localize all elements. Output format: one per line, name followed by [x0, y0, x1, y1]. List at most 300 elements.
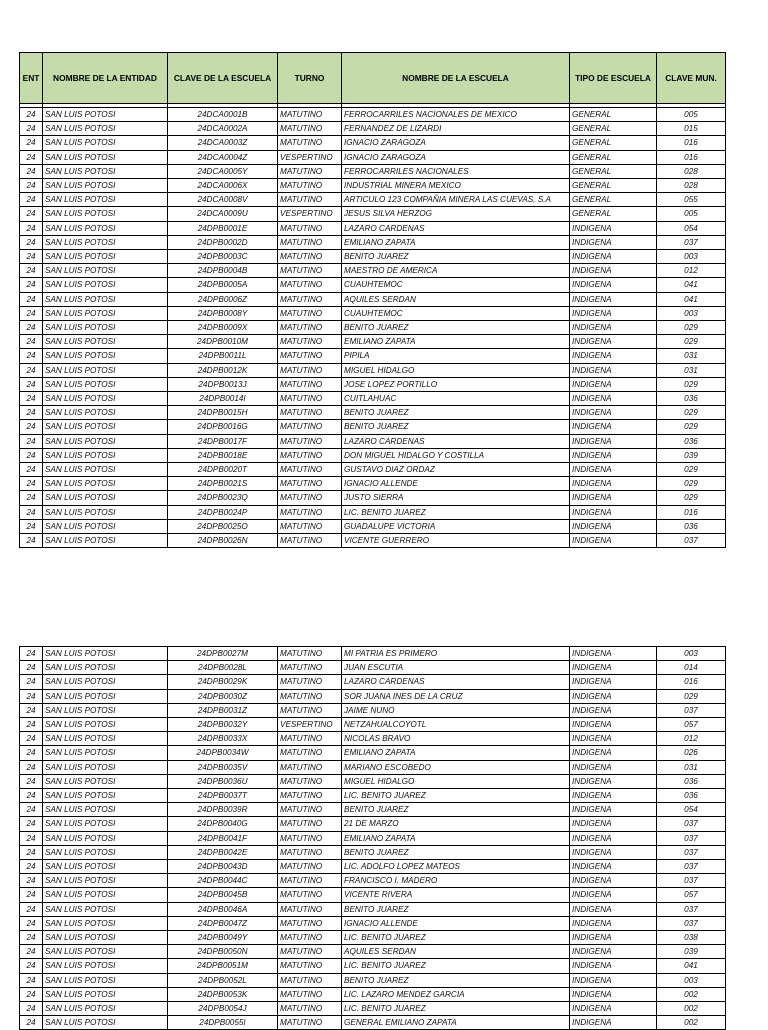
table-row — [20, 817, 726, 831]
cell-clave-mun: 037 — [657, 703, 726, 717]
cell-ent: 24 — [20, 150, 43, 164]
cell-entidad: SAN LUIS POTOSI — [43, 505, 168, 519]
cell-entidad: SAN LUIS POTOSI — [43, 1002, 168, 1016]
cell-tipo-escuela: INDIGENA — [570, 746, 657, 760]
cell-entidad: SAN LUIS POTOSI — [43, 136, 168, 150]
cell-clave-escuela: 24DPB0009X — [168, 321, 278, 335]
cell-ent: 24 — [20, 122, 43, 136]
cell-ent: 24 — [20, 292, 43, 306]
cell-ent: 24 — [20, 406, 43, 420]
cell-clave-mun: 003 — [657, 973, 726, 987]
cell-clave-mun: 036 — [657, 392, 726, 406]
cell-clave-escuela: 24DPB0015H — [168, 406, 278, 420]
cell-nombre-escuela: PIPILA — [342, 349, 570, 363]
cell-tipo-escuela: INDIGENA — [570, 916, 657, 930]
table-row — [20, 534, 726, 548]
table-row — [20, 718, 726, 732]
cell-entidad: SAN LUIS POTOSI — [43, 916, 168, 930]
table-row — [20, 164, 726, 178]
cell-clave-escuela: 24DPB0029K — [168, 675, 278, 689]
cell-turno: MATUTINO — [278, 349, 342, 363]
cell-clave-escuela: 24DPB0018E — [168, 448, 278, 462]
cell-clave-escuela: 24DPB0053K — [168, 987, 278, 1001]
cell-entidad: SAN LUIS POTOSI — [43, 448, 168, 462]
cell-entidad: SAN LUIS POTOSI — [43, 306, 168, 320]
cell-ent: 24 — [20, 888, 43, 902]
cell-clave-escuela: 24DPB0034W — [168, 746, 278, 760]
table-row — [20, 477, 726, 491]
cell-ent: 24 — [20, 377, 43, 391]
cell-nombre-escuela: EMILIANO ZAPATA — [342, 831, 570, 845]
cell-clave-escuela: 24DPB0033X — [168, 732, 278, 746]
cell-clave-escuela: 24DPB0041F — [168, 831, 278, 845]
cell-clave-mun: 002 — [657, 987, 726, 1001]
cell-ent: 24 — [20, 803, 43, 817]
cell-entidad: SAN LUIS POTOSI — [43, 321, 168, 335]
cell-tipo-escuela: INDIGENA — [570, 505, 657, 519]
cell-tipo-escuela: INDIGENA — [570, 534, 657, 548]
table-row — [20, 902, 726, 916]
cell-turno: MATUTINO — [278, 817, 342, 831]
cell-entidad: SAN LUIS POTOSI — [43, 434, 168, 448]
cell-turno: MATUTINO — [278, 916, 342, 930]
cell-nombre-escuela: VICENTE GUERRERO — [342, 534, 570, 548]
cell-clave-mun: 029 — [657, 463, 726, 477]
cell-turno: MATUTINO — [278, 250, 342, 264]
header-ent: ENT — [20, 53, 43, 104]
cell-entidad: SAN LUIS POTOSI — [43, 420, 168, 434]
cell-tipo-escuela: INDIGENA — [570, 732, 657, 746]
cell-tipo-escuela: INDIGENA — [570, 959, 657, 973]
cell-tipo-escuela: INDIGENA — [570, 973, 657, 987]
cell-turno: MATUTINO — [278, 987, 342, 1001]
cell-ent: 24 — [20, 363, 43, 377]
cell-entidad: SAN LUIS POTOSI — [43, 831, 168, 845]
cell-entidad: SAN LUIS POTOSI — [43, 732, 168, 746]
cell-clave-mun: 012 — [657, 264, 726, 278]
cell-clave-mun: 036 — [657, 519, 726, 533]
cell-clave-escuela: 24DPB0030Z — [168, 689, 278, 703]
cell-entidad: SAN LUIS POTOSI — [43, 689, 168, 703]
cell-clave-escuela: 24DCA0003Z — [168, 136, 278, 150]
cell-clave-escuela: 24DCA0005Y — [168, 164, 278, 178]
cell-entidad: SAN LUIS POTOSI — [43, 335, 168, 349]
cell-entidad: SAN LUIS POTOSI — [43, 164, 168, 178]
cell-tipo-escuela: INDIGENA — [570, 491, 657, 505]
cell-ent: 24 — [20, 235, 43, 249]
cell-turno: MATUTINO — [278, 689, 342, 703]
cell-clave-mun: 029 — [657, 321, 726, 335]
cell-clave-mun: 057 — [657, 888, 726, 902]
table-row — [20, 860, 726, 874]
cell-clave-mun: 036 — [657, 774, 726, 788]
cell-clave-escuela: 24DPB0054J — [168, 1002, 278, 1016]
cell-ent: 24 — [20, 703, 43, 717]
cell-clave-mun: 012 — [657, 732, 726, 746]
cell-entidad: SAN LUIS POTOSI — [43, 902, 168, 916]
cell-tipo-escuela: INDIGENA — [570, 789, 657, 803]
cell-tipo-escuela: INDIGENA — [570, 278, 657, 292]
cell-ent: 24 — [20, 987, 43, 1001]
cell-turno: MATUTINO — [278, 803, 342, 817]
cell-nombre-escuela: JAIME NUNO — [342, 703, 570, 717]
cell-nombre-escuela: LIC. ADOLFO LOPEZ MATEOS — [342, 860, 570, 874]
table-row — [20, 122, 726, 136]
cell-turno: MATUTINO — [278, 122, 342, 136]
cell-tipo-escuela: INDIGENA — [570, 363, 657, 377]
cell-tipo-escuela: INDIGENA — [570, 321, 657, 335]
cell-entidad: SAN LUIS POTOSI — [43, 108, 168, 122]
cell-clave-escuela: 24DPB0047Z — [168, 916, 278, 930]
cell-nombre-escuela: VICENTE RIVERA — [342, 888, 570, 902]
cell-nombre-escuela: FERROCARRILES NACIONALES — [342, 164, 570, 178]
cell-nombre-escuela: FRANCISCO I. MADERO — [342, 874, 570, 888]
cell-clave-mun: 003 — [657, 250, 726, 264]
cell-tipo-escuela: INDIGENA — [570, 335, 657, 349]
cell-tipo-escuela: INDIGENA — [570, 703, 657, 717]
cell-nombre-escuela: CUAUHTEMOC — [342, 278, 570, 292]
cell-nombre-escuela: JESUS SILVA HERZOG — [342, 207, 570, 221]
cell-nombre-escuela: NETZAHUALCOYOTL — [342, 718, 570, 732]
cell-clave-escuela: 24DPB0010M — [168, 335, 278, 349]
table-row — [20, 675, 726, 689]
cell-ent: 24 — [20, 193, 43, 207]
cell-ent: 24 — [20, 732, 43, 746]
cell-ent: 24 — [20, 321, 43, 335]
table-row — [20, 278, 726, 292]
cell-nombre-escuela: AQUILES SERDAN — [342, 945, 570, 959]
table-row — [20, 973, 726, 987]
cell-turno: MATUTINO — [278, 902, 342, 916]
cell-entidad: SAN LUIS POTOSI — [43, 122, 168, 136]
cell-entidad: SAN LUIS POTOSI — [43, 774, 168, 788]
cell-clave-escuela: 24DPB0002D — [168, 235, 278, 249]
cell-clave-escuela: 24DPB0035V — [168, 760, 278, 774]
table-row — [20, 505, 726, 519]
cell-tipo-escuela: INDIGENA — [570, 845, 657, 859]
cell-clave-escuela: 24DCA0002A — [168, 122, 278, 136]
cell-nombre-escuela: LAZARO CARDENAS — [342, 221, 570, 235]
cell-clave-escuela: 24DPB0051M — [168, 959, 278, 973]
cell-clave-mun: 016 — [657, 505, 726, 519]
table-row — [20, 363, 726, 377]
cell-tipo-escuela: INDIGENA — [570, 306, 657, 320]
table-row — [20, 108, 726, 122]
table-row — [20, 406, 726, 420]
cell-ent: 24 — [20, 207, 43, 221]
cell-clave-escuela: 24DPB0032Y — [168, 718, 278, 732]
cell-clave-mun: 029 — [657, 420, 726, 434]
cell-nombre-escuela: BENITO JUAREZ — [342, 902, 570, 916]
cell-turno: MATUTINO — [278, 491, 342, 505]
cell-nombre-escuela: BENITO JUAREZ — [342, 321, 570, 335]
cell-entidad: SAN LUIS POTOSI — [43, 746, 168, 760]
cell-entidad: SAN LUIS POTOSI — [43, 874, 168, 888]
cell-clave-escuela: 24DCA0009U — [168, 207, 278, 221]
cell-tipo-escuela: INDIGENA — [570, 420, 657, 434]
cell-ent: 24 — [20, 491, 43, 505]
cell-turno: MATUTINO — [278, 519, 342, 533]
cell-ent: 24 — [20, 647, 43, 661]
cell-nombre-escuela: AQUILES SERDAN — [342, 292, 570, 306]
cell-clave-mun: 016 — [657, 136, 726, 150]
cell-ent: 24 — [20, 689, 43, 703]
cell-entidad: SAN LUIS POTOSI — [43, 193, 168, 207]
cell-turno: MATUTINO — [278, 789, 342, 803]
cell-clave-mun: 037 — [657, 235, 726, 249]
cell-clave-mun: 014 — [657, 661, 726, 675]
cell-entidad: SAN LUIS POTOSI — [43, 718, 168, 732]
cell-turno: VESPERTINO — [278, 207, 342, 221]
cell-clave-mun: 005 — [657, 108, 726, 122]
cell-turno: MATUTINO — [278, 335, 342, 349]
cell-ent: 24 — [20, 221, 43, 235]
cell-ent: 24 — [20, 789, 43, 803]
cell-entidad: SAN LUIS POTOSI — [43, 860, 168, 874]
cell-clave-mun: 041 — [657, 292, 726, 306]
schools-table-bottom — [19, 646, 726, 1030]
cell-ent: 24 — [20, 675, 43, 689]
cell-turno: MATUTINO — [278, 931, 342, 945]
table-row — [20, 774, 726, 788]
cell-tipo-escuela: INDIGENA — [570, 235, 657, 249]
cell-nombre-escuela: BENITO JUAREZ — [342, 406, 570, 420]
cell-nombre-escuela: MARIANO ESCOBEDO — [342, 760, 570, 774]
cell-entidad: SAN LUIS POTOSI — [43, 675, 168, 689]
cell-turno: MATUTINO — [278, 746, 342, 760]
cell-tipo-escuela: INDIGENA — [570, 448, 657, 462]
cell-ent: 24 — [20, 477, 43, 491]
cell-ent: 24 — [20, 108, 43, 122]
cell-clave-mun: 039 — [657, 945, 726, 959]
cell-ent: 24 — [20, 817, 43, 831]
table-row — [20, 1002, 726, 1016]
cell-clave-escuela: 24DPB0013J — [168, 377, 278, 391]
cell-ent: 24 — [20, 774, 43, 788]
cell-clave-escuela: 24DPB0003C — [168, 250, 278, 264]
table-row — [20, 349, 726, 363]
cell-turno: MATUTINO — [278, 463, 342, 477]
cell-nombre-escuela: JUSTO SIERRA — [342, 491, 570, 505]
cell-turno: MATUTINO — [278, 108, 342, 122]
table-row — [20, 420, 726, 434]
cell-clave-escuela: 24DPB0004B — [168, 264, 278, 278]
cell-turno: MATUTINO — [278, 377, 342, 391]
cell-turno: MATUTINO — [278, 647, 342, 661]
cell-nombre-escuela: ARTICULO 123 COMPAÑIA MINERA LAS CUEVAS, S.A — [342, 193, 570, 207]
cell-entidad: SAN LUIS POTOSI — [43, 377, 168, 391]
cell-entidad: SAN LUIS POTOSI — [43, 150, 168, 164]
cell-clave-escuela: 24DPB0020T — [168, 463, 278, 477]
cell-clave-escuela: 24DPB0046A — [168, 902, 278, 916]
cell-entidad: SAN LUIS POTOSI — [43, 931, 168, 945]
table-row — [20, 377, 726, 391]
cell-entidad: SAN LUIS POTOSI — [43, 235, 168, 249]
cell-tipo-escuela: INDIGENA — [570, 264, 657, 278]
cell-nombre-escuela: IGNACIO ZARAGOZA — [342, 150, 570, 164]
cell-tipo-escuela: INDIGENA — [570, 392, 657, 406]
cell-ent: 24 — [20, 831, 43, 845]
cell-tipo-escuela: GENERAL — [570, 207, 657, 221]
cell-entidad: SAN LUIS POTOSI — [43, 959, 168, 973]
cell-tipo-escuela: INDIGENA — [570, 803, 657, 817]
cell-tipo-escuela: INDIGENA — [570, 349, 657, 363]
cell-nombre-escuela: MIGUEL HIDALGO — [342, 363, 570, 377]
cell-turno: MATUTINO — [278, 774, 342, 788]
cell-nombre-escuela: BENITO JUAREZ — [342, 973, 570, 987]
cell-ent: 24 — [20, 179, 43, 193]
table-row — [20, 831, 726, 845]
cell-tipo-escuela: INDIGENA — [570, 874, 657, 888]
cell-clave-escuela: 24DPB0043D — [168, 860, 278, 874]
cell-tipo-escuela: GENERAL — [570, 108, 657, 122]
header-turno: TURNO — [278, 53, 342, 104]
cell-turno: MATUTINO — [278, 321, 342, 335]
cell-tipo-escuela: INDIGENA — [570, 221, 657, 235]
cell-tipo-escuela: GENERAL — [570, 164, 657, 178]
table-row — [20, 463, 726, 477]
cell-clave-escuela: 24DCA0001B — [168, 108, 278, 122]
cell-clave-escuela: 24DPB0027M — [168, 647, 278, 661]
cell-ent: 24 — [20, 434, 43, 448]
cell-nombre-escuela: BENITO JUAREZ — [342, 250, 570, 264]
cell-ent: 24 — [20, 718, 43, 732]
cell-turno: MATUTINO — [278, 675, 342, 689]
table-row — [20, 264, 726, 278]
table-body-top — [20, 104, 726, 548]
cell-clave-escuela: 24DCA0008V — [168, 193, 278, 207]
cell-nombre-escuela: BENITO JUAREZ — [342, 420, 570, 434]
table-row — [20, 321, 726, 335]
cell-nombre-escuela: NICOLAS BRAVO — [342, 732, 570, 746]
table-row — [20, 136, 726, 150]
table-row — [20, 519, 726, 533]
cell-clave-escuela: 24DPB0001E — [168, 221, 278, 235]
table-body-bottom — [20, 647, 726, 1030]
cell-clave-mun: 003 — [657, 306, 726, 320]
header-entidad: NOMBRE DE LA ENTIDAD — [43, 53, 168, 104]
cell-clave-escuela: 24DPB0042E — [168, 845, 278, 859]
cell-clave-mun: 037 — [657, 831, 726, 845]
cell-ent: 24 — [20, 902, 43, 916]
cell-tipo-escuela: INDIGENA — [570, 902, 657, 916]
cell-turno: MATUTINO — [278, 732, 342, 746]
cell-turno: MATUTINO — [278, 306, 342, 320]
cell-turno: MATUTINO — [278, 434, 342, 448]
cell-clave-escuela: 24DPB0031Z — [168, 703, 278, 717]
schools-table-top — [19, 52, 726, 548]
cell-entidad: SAN LUIS POTOSI — [43, 661, 168, 675]
cell-entidad: SAN LUIS POTOSI — [43, 491, 168, 505]
cell-clave-mun: 037 — [657, 860, 726, 874]
cell-entidad: SAN LUIS POTOSI — [43, 817, 168, 831]
cell-tipo-escuela: INDIGENA — [570, 718, 657, 732]
cell-ent: 24 — [20, 420, 43, 434]
header-nombre-escuela: NOMBRE DE LA ESCUELA — [342, 53, 570, 104]
cell-turno: MATUTINO — [278, 505, 342, 519]
cell-nombre-escuela: LIC. BENITO JUAREZ — [342, 1002, 570, 1016]
header-clave-mun: CLAVE MUN. — [657, 53, 726, 104]
cell-nombre-escuela: JOSE LOPEZ PORTILLO — [342, 377, 570, 391]
cell-clave-escuela: 24DPB0014I — [168, 392, 278, 406]
cell-clave-mun: 016 — [657, 675, 726, 689]
cell-clave-mun: 037 — [657, 916, 726, 930]
cell-turno: MATUTINO — [278, 235, 342, 249]
table-row — [20, 888, 726, 902]
table-header-row — [20, 53, 726, 104]
cell-turno: MATUTINO — [278, 136, 342, 150]
cell-tipo-escuela: INDIGENA — [570, 888, 657, 902]
cell-nombre-escuela: LIC. BENITO JUAREZ — [342, 505, 570, 519]
cell-turno: VESPERTINO — [278, 718, 342, 732]
cell-ent: 24 — [20, 1002, 43, 1016]
cell-ent: 24 — [20, 463, 43, 477]
cell-turno: MATUTINO — [278, 874, 342, 888]
cell-clave-mun: 037 — [657, 874, 726, 888]
cell-clave-escuela: 24DPB0016G — [168, 420, 278, 434]
table-row — [20, 306, 726, 320]
cell-nombre-escuela: LIC. BENITO JUAREZ — [342, 959, 570, 973]
cell-turno: MATUTINO — [278, 959, 342, 973]
cell-nombre-escuela: MAESTRO DE AMERICA — [342, 264, 570, 278]
cell-clave-escuela: 24DPB0008Y — [168, 306, 278, 320]
cell-ent: 24 — [20, 1016, 43, 1030]
cell-clave-mun: 029 — [657, 491, 726, 505]
table-row — [20, 250, 726, 264]
cell-clave-escuela: 24DPB0049Y — [168, 931, 278, 945]
cell-clave-mun: 031 — [657, 760, 726, 774]
table-row — [20, 874, 726, 888]
cell-ent: 24 — [20, 164, 43, 178]
cell-entidad: SAN LUIS POTOSI — [43, 463, 168, 477]
header-tipo-escuela: TIPO DE ESCUELA — [570, 53, 657, 104]
cell-clave-mun: 016 — [657, 150, 726, 164]
cell-turno: MATUTINO — [278, 760, 342, 774]
cell-tipo-escuela: INDIGENA — [570, 477, 657, 491]
cell-nombre-escuela: BENITO JUAREZ — [342, 803, 570, 817]
cell-clave-mun: 039 — [657, 448, 726, 462]
cell-turno: MATUTINO — [278, 945, 342, 959]
table-row — [20, 150, 726, 164]
cell-clave-mun: 026 — [657, 746, 726, 760]
cell-turno: MATUTINO — [278, 703, 342, 717]
cell-ent: 24 — [20, 505, 43, 519]
table-row — [20, 760, 726, 774]
cell-clave-mun: 055 — [657, 193, 726, 207]
cell-entidad: SAN LUIS POTOSI — [43, 519, 168, 533]
cell-clave-escuela: 24DPB0017F — [168, 434, 278, 448]
cell-clave-escuela: 24DPB0021S — [168, 477, 278, 491]
table-row — [20, 789, 726, 803]
cell-entidad: SAN LUIS POTOSI — [43, 349, 168, 363]
table-row — [20, 221, 726, 235]
cell-ent: 24 — [20, 860, 43, 874]
table-row — [20, 292, 726, 306]
cell-turno: MATUTINO — [278, 845, 342, 859]
cell-clave-mun: 028 — [657, 164, 726, 178]
cell-clave-escuela: 24DPB0028L — [168, 661, 278, 675]
cell-turno: MATUTINO — [278, 292, 342, 306]
cell-turno: MATUTINO — [278, 164, 342, 178]
cell-clave-mun: 015 — [657, 122, 726, 136]
cell-ent: 24 — [20, 760, 43, 774]
cell-clave-mun: 028 — [657, 179, 726, 193]
cell-tipo-escuela: INDIGENA — [570, 860, 657, 874]
cell-turno: MATUTINO — [278, 406, 342, 420]
cell-nombre-escuela: EMILIANO ZAPATA — [342, 335, 570, 349]
cell-turno: MATUTINO — [278, 1016, 342, 1030]
cell-ent: 24 — [20, 845, 43, 859]
